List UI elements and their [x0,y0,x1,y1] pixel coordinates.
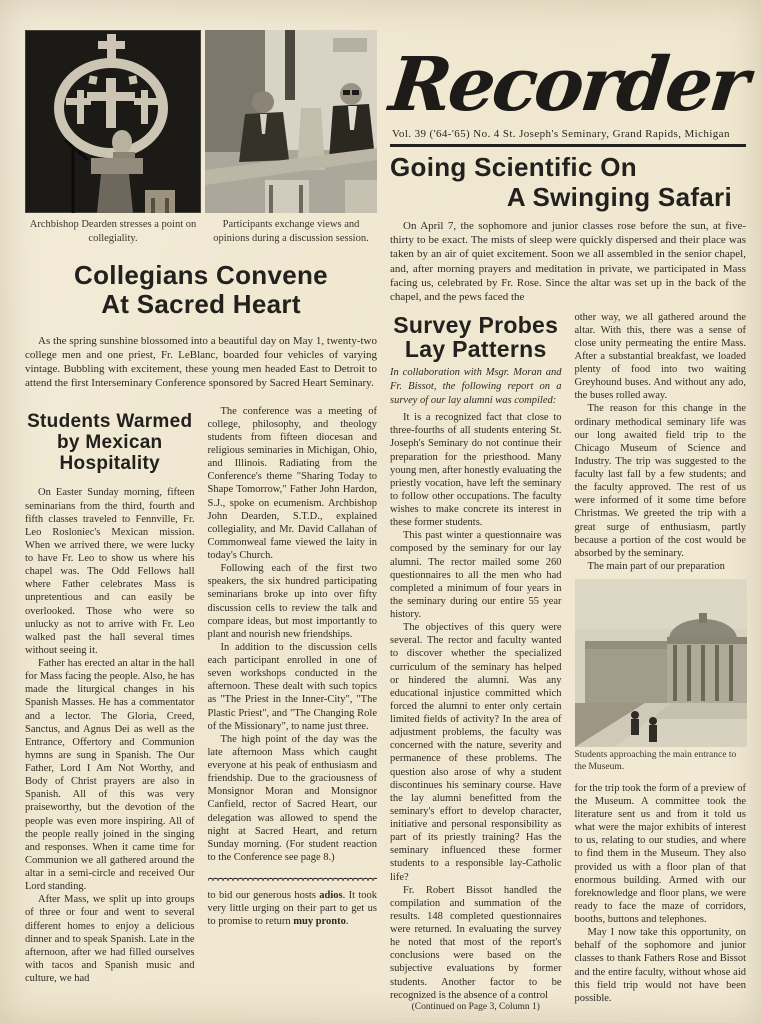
flag [285,30,295,100]
safari-para-5: May I now take this opportunity, on behalf of the sophomore and junior classes to thank Fathers Rose and Bissot and the entire faculty, without whose aid this field trip would not have been possible. [574,927,746,1004]
survey-continued-line: (Continued on Page 3, Column 1) [411,1001,540,1012]
photo-museum-entrance [575,579,747,747]
safari-intro-para: On April 7, the sophomore and junior classes rose before the sun, at five-thirty to be exact. The mists of sleep were quickly dispersed and their place was taken by an air of quiet excitement. Soon we all assembled in the senior chapel, and, after morning prayers and meditation in private, we participated in Mass facing us, celebrated by Fr. Rose. Since the altar was set up in the back of the chapel, and the pews faced the [390,219,746,304]
continuation-bold-muy-pronto: muy pronto [293,916,346,928]
headline-survey-line1: Survey Probes [393,311,559,338]
conference-para-2: Following each of the first two speakers, the six hundred participating seminarians broke up into over fifty discussion cells to review the talk and compare ideas, but most importantly to plant and nourish new friendships. [207,563,377,640]
headline-survey [390,313,562,363]
photo-caption-archbishop: Archbishop Dearden stresses a point on collegiality. [29,219,197,244]
conference-para-4: The high point of the day was the late afternoon Mass which caught everyone at his peak of enthusiasm and friendship. Due to the graciousness of Monsignor Moran and Monsignor Canfield, rector of Sacred Heart, our delegation was allowed to spend the night at Sacred Heart, and return Sunday morning. (For student reaction to the Conference see page 8.) [207,733,377,863]
safari-para-4: for the trip took the form of a preview of the Museum. A committee took the literature sent us and from it told us what were the major exhibits of interest to us, relating to our studies, and where to find them in the Museum. They also provided us with a floor plan of that enormous building. Armed with our foreknowledge and floor plans, we were ready to face the maze of corridors, booths, buttons and telephones. [574,782,746,926]
column-conference [208,405,378,986]
photo-caption-discussion: Participants exchange views and opinions during a discussion session. [213,219,369,244]
collegians-intro [25,334,377,391]
podium-base [97,174,133,213]
photo-archbishop-podium [25,30,201,213]
headline-collegians [25,261,377,319]
continuation-text-1: to bid our generous hosts [207,890,320,902]
collegians-intro-para: As the spring sunshine blossomed into a beautiful day on May 1, twenty-two college men and one priest, Fr. LeBlanc, boarded four vehicles of varying vintage. Bubbling with excitement, these young men headed East to Detroit to attend the first Interseminary Conference sponsored by Sacred Heart Seminary. [25,334,377,390]
safari-para-1: other way, we all gathered around the altar. With this, there was a sense of close unity permeating the entire Mass. After a substantial breakfast, we loaded plenty of food into two waiting Greyhound buses. And without any ado, the buses rolled away. [574,311,746,402]
column-survey [390,311,562,1014]
participant-1-head [252,91,274,113]
right-page-half [385,30,751,1014]
masthead-issue-line: Vol. 39 ('64-'65) No. 4 St. Joseph's Seminary, Grand Rapids, Michigan [392,128,730,140]
continuation-text-3: . [345,916,349,928]
podium-top [91,158,143,174]
museum-photo-block [575,579,747,774]
right-columns [390,311,746,1014]
headline-safari [390,153,746,213]
continuation-text-2: . It took very little urging on their part to get us to promise to return [207,890,377,928]
mexican-continuation-para [208,889,378,928]
column-mexican [25,405,195,986]
museum-photo-caption: Students approaching the main entrance to the Museum. [574,750,737,772]
museum-steps [655,703,747,719]
left-columns [25,405,377,986]
headline-safari-line2: A Swinging Safari [506,181,732,212]
survey-para-3: The objectives of this query were several. The rector and faculty wanted to discover whether the specialized curriculum of the seminary has helped or hindered the alumni. Was any educational injustice committed which forced the alumni to enter only certain limited fields of activity? In the area of adjustment problems, the faculty was concerned with the nature, severity and permanence of these problems. The question also arose of why a student discontinues his seminary course. Have the lay alumni benefitted from the seminary's effort to develop character, initiative and personal responsibility as part of its priestly training? Has the seminary influenced these former students to a responsible lay-Catholic life? [390,622,562,883]
survey-para-4: Fr. Robert Bissot handled the compilation and summation of the results. 148 completed questionnaires were returned. In evaluating the survey he noted that most of the report's conclusions were based on the subjective evaluations by former students. Another factor to be recognized is the absence of a control [390,884,562,1001]
column-safari-continued [575,311,747,1014]
masthead-rule [390,144,746,147]
museum-portico [667,637,747,703]
safari-intro [390,219,746,305]
headline-collegians-line1: Collegians Convene [74,260,328,291]
headline-safari-line1: Going Scientific On [390,152,637,182]
safari-para-2: The reason for this change in the ordinary methodical seminary life was our long awaited field trip to the Chicago Museum of Science and Industry. The trip was suggested to the faculty last fall by a few students; and the faculty approved. The rest of us were informed of it some time before Christmas. We greeted the trip with a great surge of enthusiasm, partly because a portion of the cost would be absorbed by the seminary. [574,403,746,559]
survey-para-1: It is a recognized fact that close to three-fourths of all students entering St. Joseph's Seminary do not continue their preparation for the priesthood. Many young men, after honestly evaluating the priestly vocation, have left the seminary to follow other occupations. The faculty wishes to make concrete its interest in these former students. [390,412,562,529]
continuation-bold-adios: adios [319,890,343,902]
mexican-para-3: After Mass, we split up into groups of three or four and went to several different homes to enjoy a delicious dinner and to speak Spanish. Late in the afternoon, after we had filled ourselves with tacos and Spanish music and culture, we had [25,894,195,985]
safari-para-3: The main part of our preparation [587,560,725,572]
squiggle-divider [208,874,378,881]
headline-collegians-line2: At Sacred Heart [101,289,301,320]
mexican-para-2: Father has erected an altar in the hall for Mass facing the people. Also, he has made the liturgical changes in his Spanish Masses. He has a commentator and a lector. The Gloria, Creed, Sanctus, and Agnus Dei as well as the Entrance, Offertory and Communion hymns are sung in Spanish. The Our Father, Lord I Am Not Worthy, and Body of Christ prayers are also in Spanish. All of this was very praiseworthy, but the devotion of the people was even more inspiring. All of the people really joined in the singing and responses. When it came time for Communion we all gathered around the altar in a semi-circle and received Our Lord standing. [25,658,195,893]
survey-lede: In collaboration with Msgr. Moran and Fr. Bissot, the following report on a survey of our lay alumni was compiled: [390,367,562,406]
speaker-head [112,130,132,154]
headline-survey-line2: Lay Patterns [404,336,547,363]
sky [575,579,747,629]
photo-row [25,30,377,213]
caption-row [25,218,377,245]
headline-mexican: Students Warmed by Mexican Hospitality [27,410,193,475]
photo-discussion-session [205,30,377,213]
left-page-half [25,30,377,985]
survey-para-2: This past winter a questionnaire was composed by the seminary for our lay alumni. The rector mailed some 260 questionnaires to all the men who had completed a minimum of four years in the seminary during our entire 55 year history. [390,530,562,621]
masthead-title: Recorder [385,42,751,128]
conference-para-3: In addition to the discussion cells each participant enrolled in one of seven workshops conducted in the afternoon. These dealt with such topics as "The Priest in the Inner-City", "The Plastic Priest", and "The Changing Role of the Missionary", to name just three. [207,641,377,732]
mexican-para-1: On Easter Sunday morning, fifteen seminarians from the third, fourth and fifth classes traveled to Fennville, Fr. Leo Rosloniec's Mexican mission. When we arrived there, we were lucky to have Fr. Leo to show us where his chapel was. The Odd Fellows hall where Father celebrates Mass is unpretentious and can easily be overlooked. Those who were so unlucky as not to arrive with Fr. Leo walked past the hall several times without seeing it. [25,487,195,656]
stool [145,190,175,213]
conference-para-1: The conference was a meeting of college, philosophy, and theology students from fifteen diocesan and religious seminaries in Michigan, Ohio, and Illinois. Radiating from the Conference's theme "Sharing Today to Shape Tomorrow," Father John Hardon, S.J., spoke on ecumenism. Archbishop John Dearden, S.T.D., explained collegiality, and Mr. David Callahan of Commonweal fame viewed the laity in today's Church. [207,405,377,562]
